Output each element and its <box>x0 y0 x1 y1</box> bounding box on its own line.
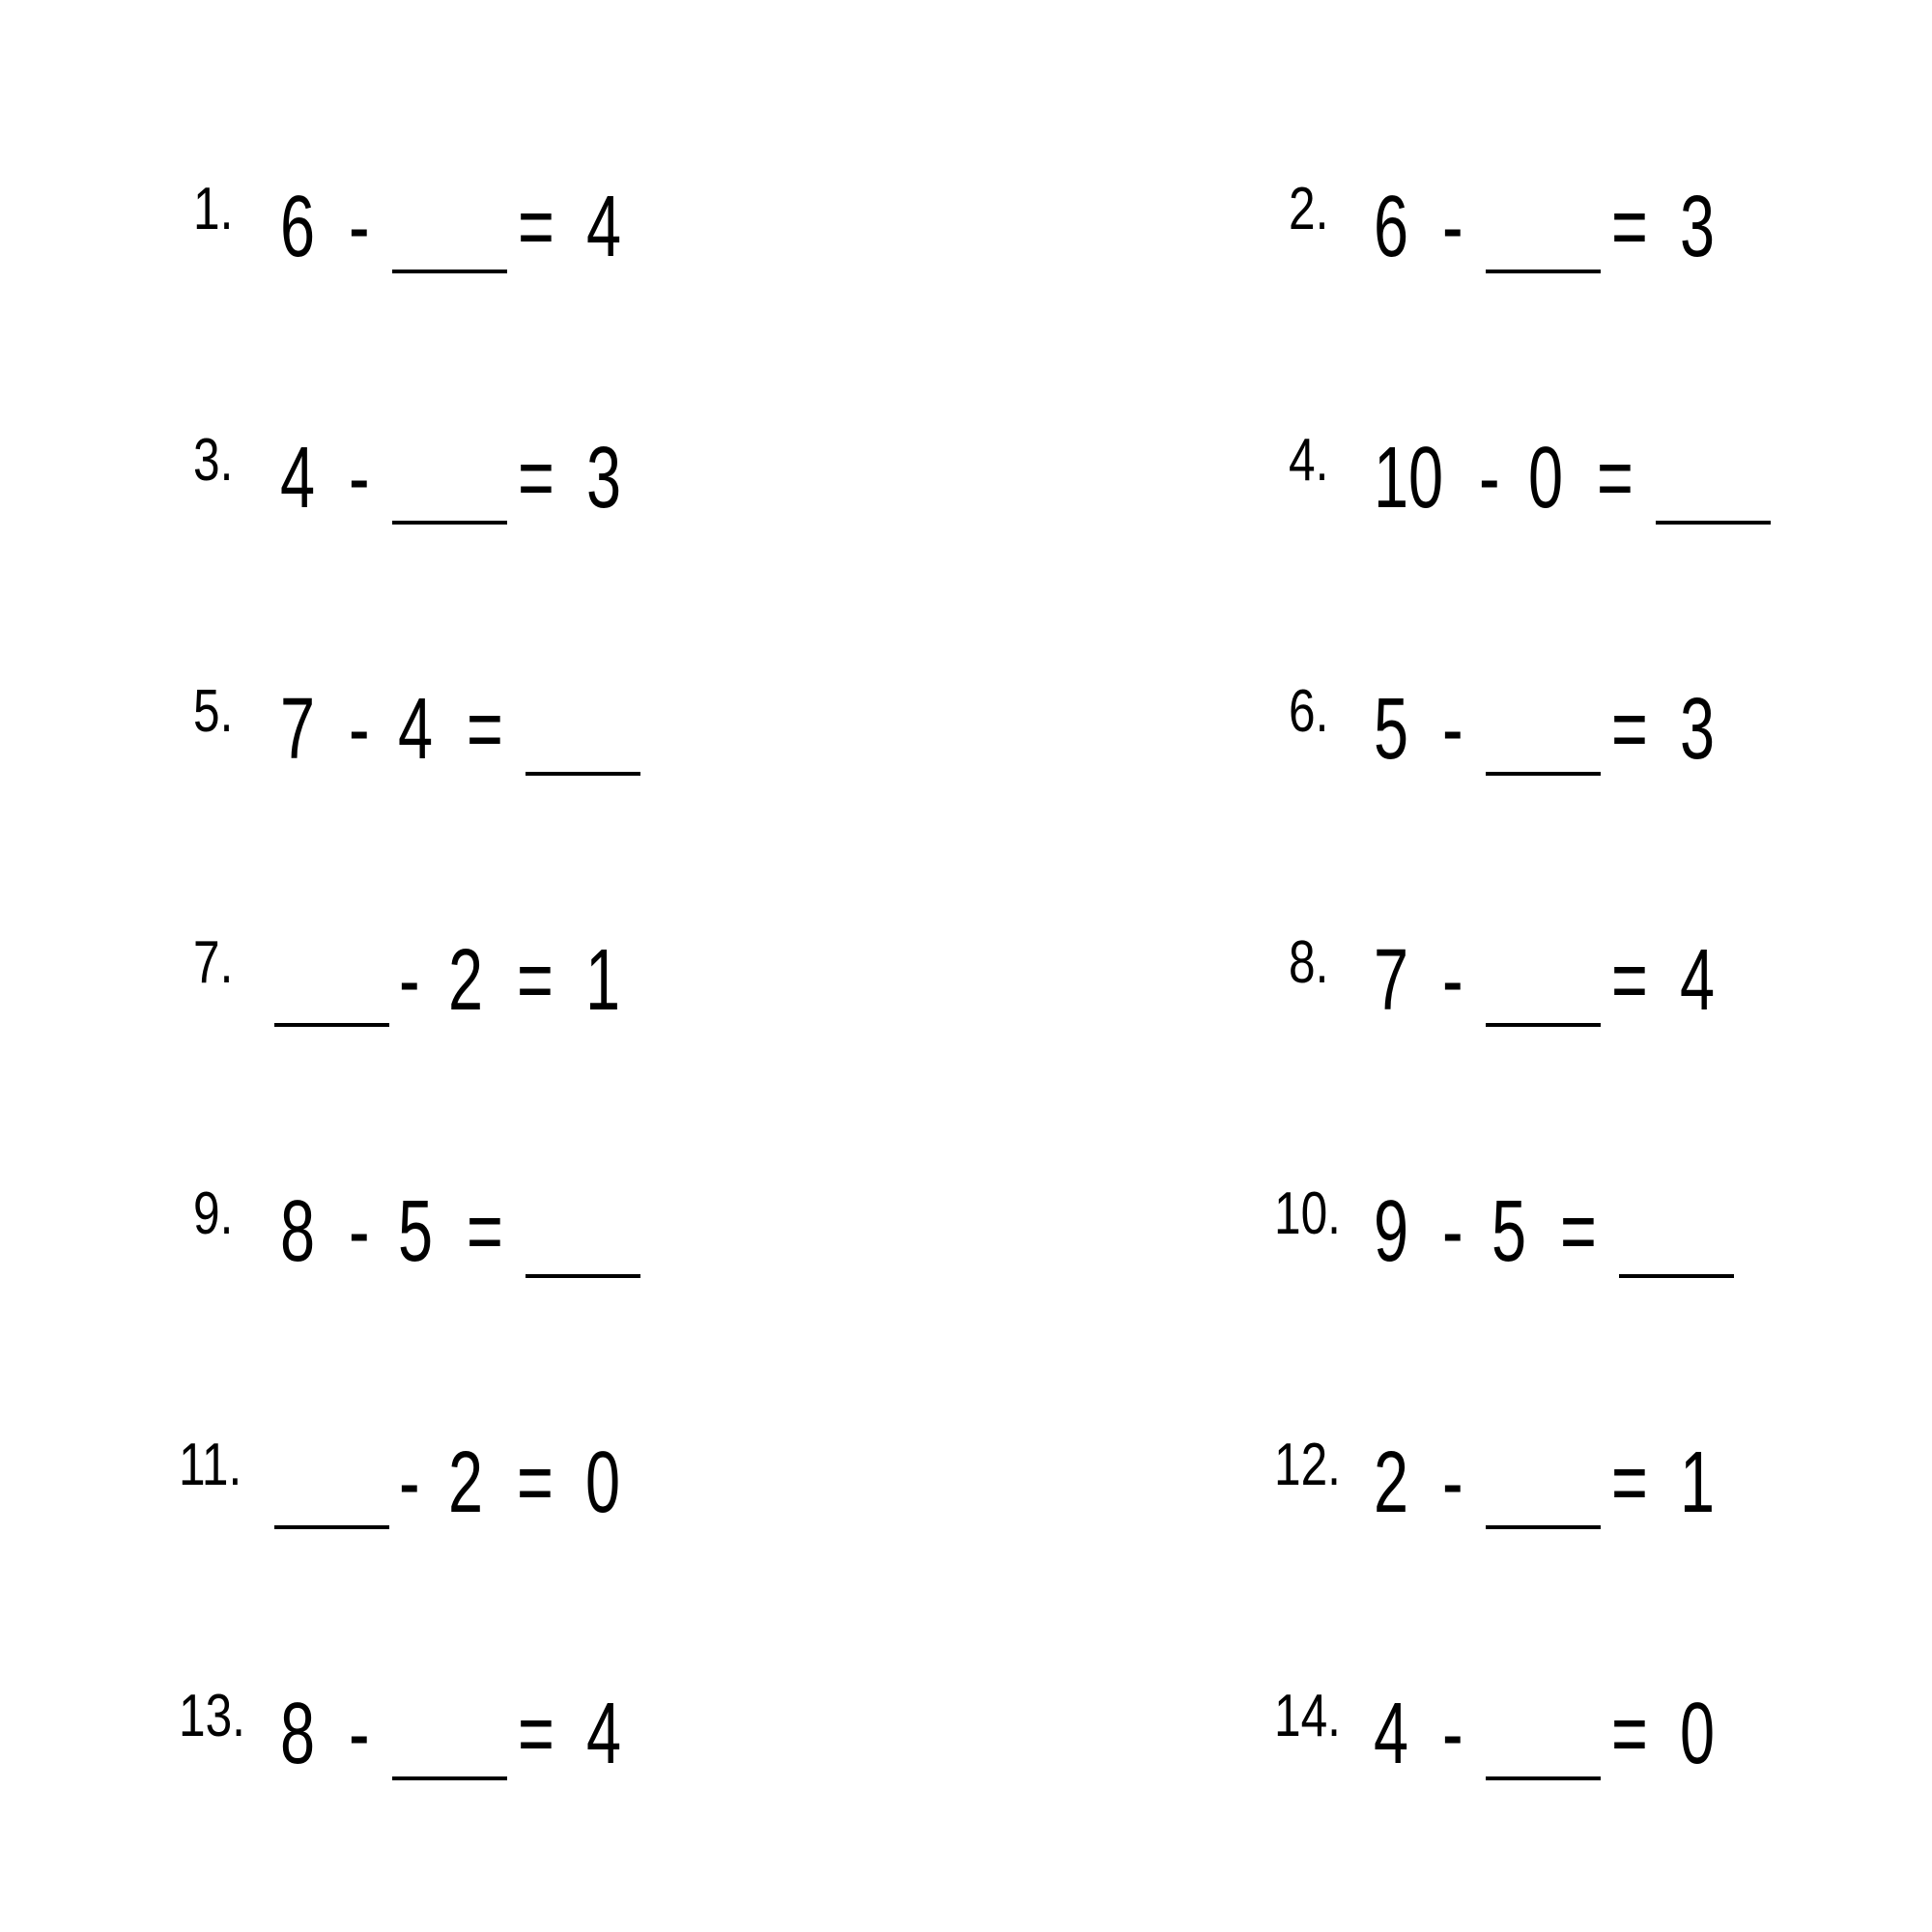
equals-sign: = <box>1611 1686 1648 1782</box>
minus-sign: - <box>1442 681 1463 778</box>
minus-sign: - <box>1442 1435 1463 1531</box>
problem-number: 12. <box>1274 1432 1341 1498</box>
equals-sign: = <box>1611 1435 1648 1531</box>
equals-sign: = <box>1597 430 1634 526</box>
problem-14 <box>0 1683 1716 1787</box>
answer-blank[interactable] <box>1486 686 1601 776</box>
answer-blank[interactable] <box>1619 1188 1734 1278</box>
operand: 5 <box>398 1183 434 1280</box>
problem-2 <box>0 176 1716 280</box>
problem-number: 4. <box>1289 427 1329 494</box>
minus-sign: - <box>399 1435 420 1531</box>
problem-number: 6. <box>1289 678 1329 745</box>
equals-sign: = <box>1611 681 1648 778</box>
answer-blank[interactable] <box>1486 184 1601 273</box>
problem-number: 9. <box>193 1180 234 1247</box>
minus-sign: - <box>349 681 370 778</box>
operand: 7 <box>280 681 316 778</box>
minus-sign: - <box>1442 1686 1463 1782</box>
operand: 2 <box>1374 1435 1409 1531</box>
equals-sign: = <box>518 179 554 275</box>
problem-number: 2. <box>1289 176 1329 242</box>
operand: 9 <box>1374 1183 1409 1280</box>
operand: 3 <box>1680 681 1716 778</box>
minus-sign: - <box>399 932 420 1029</box>
minus-sign: - <box>349 1183 370 1280</box>
operand: 10 <box>1374 430 1444 526</box>
problem-10 <box>0 1180 1597 1285</box>
problem-number: 5. <box>193 678 234 745</box>
minus-sign: - <box>349 430 370 526</box>
operand: 6 <box>1374 179 1409 275</box>
minus-sign: - <box>1442 932 1463 1029</box>
minus-sign: - <box>349 1686 370 1782</box>
operand: 4 <box>398 681 434 778</box>
equals-sign: = <box>1611 179 1648 275</box>
problem-number: 10. <box>1274 1180 1341 1247</box>
minus-sign: - <box>1442 179 1463 275</box>
operand: 1 <box>585 932 621 1029</box>
operand: 8 <box>280 1686 316 1782</box>
problem-number: 11. <box>179 1432 242 1498</box>
equals-sign: = <box>467 1183 503 1280</box>
minus-sign: - <box>1479 430 1500 526</box>
operand: 7 <box>1374 932 1409 1029</box>
equals-sign: = <box>517 932 554 1029</box>
problem-number: 8. <box>1289 929 1329 996</box>
problem-4 <box>0 427 1634 531</box>
operand: 0 <box>585 1435 621 1531</box>
minus-sign: - <box>1442 1183 1463 1280</box>
operand: 4 <box>280 430 316 526</box>
problem-number: 7. <box>193 929 234 996</box>
equals-sign: = <box>518 430 554 526</box>
operand: 5 <box>1374 681 1409 778</box>
operand: 1 <box>1680 1435 1716 1531</box>
problem-12 <box>0 1432 1716 1536</box>
problem-6 <box>0 678 1716 782</box>
operand: 6 <box>280 179 316 275</box>
answer-blank[interactable] <box>1486 1690 1601 1780</box>
equals-sign: = <box>467 681 503 778</box>
operand: 0 <box>1528 430 1564 526</box>
operand: 2 <box>448 932 484 1029</box>
operand: 8 <box>280 1183 316 1280</box>
problem-number: 1. <box>193 176 234 242</box>
answer-blank[interactable] <box>1486 937 1601 1027</box>
operand: 5 <box>1492 1183 1527 1280</box>
operand: 4 <box>586 179 622 275</box>
operand: 4 <box>1680 932 1716 1029</box>
operand: 3 <box>1680 179 1716 275</box>
operand: 2 <box>448 1435 484 1531</box>
equals-sign: = <box>1560 1183 1597 1280</box>
problem-number: 14. <box>1274 1683 1341 1749</box>
equals-sign: = <box>518 1686 554 1782</box>
equals-sign: = <box>517 1435 554 1531</box>
problem-number: 3. <box>193 427 234 494</box>
answer-blank[interactable] <box>1486 1439 1601 1529</box>
operand: 4 <box>586 1686 622 1782</box>
answer-blank[interactable] <box>1656 435 1771 525</box>
equals-sign: = <box>1611 932 1648 1029</box>
operand: 0 <box>1680 1686 1716 1782</box>
problem-number: 13. <box>179 1683 245 1749</box>
minus-sign: - <box>349 179 370 275</box>
operand: 3 <box>586 430 622 526</box>
problem-8 <box>0 929 1716 1034</box>
operand: 4 <box>1374 1686 1409 1782</box>
